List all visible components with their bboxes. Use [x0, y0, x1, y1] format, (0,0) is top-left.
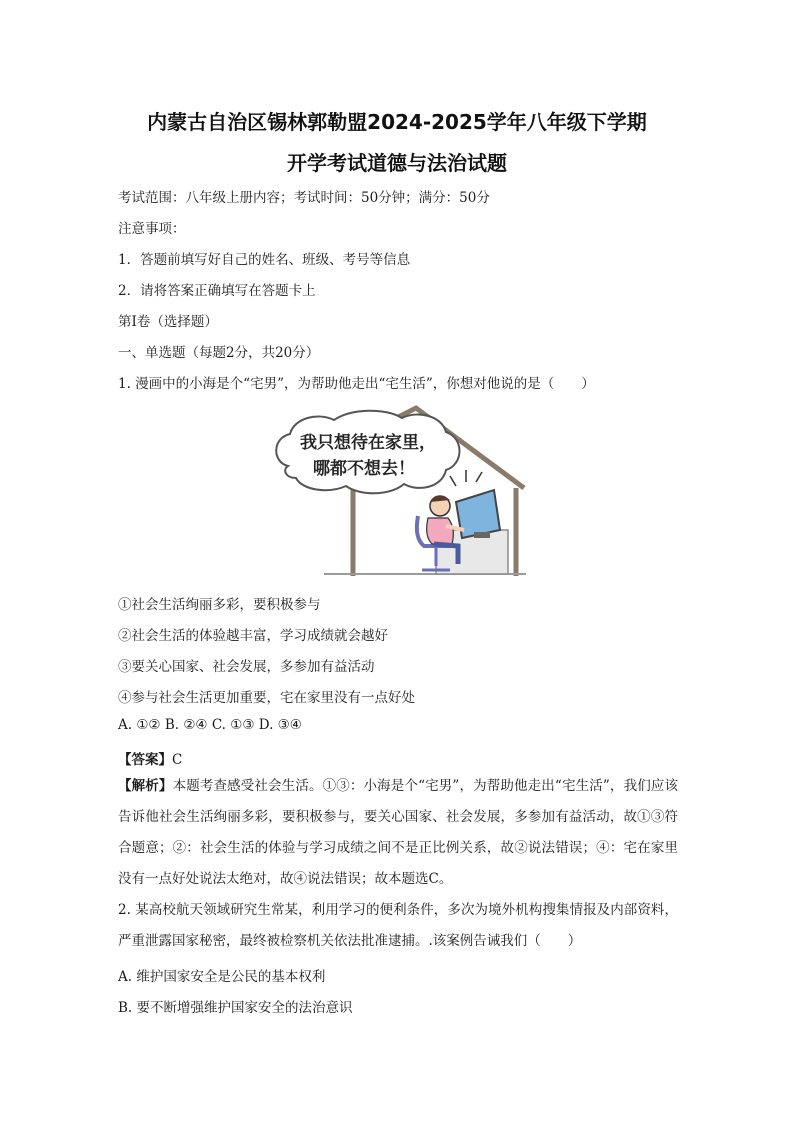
monitor-stand	[474, 532, 490, 538]
q1-analysis	[118, 771, 678, 895]
bubble-text-2: 哪都不想去！	[313, 459, 415, 479]
title-line-1: 内蒙古自治区锡林郭勒盟2024-2025学年八年级下学期	[147, 110, 647, 134]
answer-label: 【答案】	[118, 752, 172, 768]
q2-option-b: B. 要不断增强维护国家安全的法治意识	[118, 1000, 353, 1016]
q1-option-1: ①社会生活绚丽多彩，要积极参与	[118, 597, 321, 613]
cartoon-illustration	[268, 404, 526, 576]
exam-info: 考试范围：八年级上册内容；考试时间：50分钟；满分：50分	[118, 190, 490, 206]
title-line-2: 开学考试道德与法治试题	[287, 151, 507, 175]
q2-option-a: A. 维护国家安全是公民的基本权利	[118, 969, 326, 985]
q2-stem: 2. 某高校航天领域研究生常某，利用学习的便利条件，多次为境外机构搜集情报及内部资料，严重泄露国家秘密，最终被检察机关依法批准逮捕。.该案例告诫我们（ ）	[118, 902, 678, 949]
q1-stem: 1. 漫画中的小海是个“宅男”，为帮助他走出“宅生活”，你想对他说的是（ ）	[118, 376, 595, 392]
cartoon-svg	[268, 404, 526, 576]
notice-item-1: 1．答题前填写好自己的姓名、班级、考号等信息	[118, 252, 411, 268]
notice-title: 注意事项：	[118, 221, 186, 237]
answer-value: C	[172, 752, 183, 768]
emphasis-line	[476, 472, 482, 482]
person-body	[427, 518, 454, 544]
q1-option-3: ③要关心国家、社会发展，多参加有益活动	[118, 659, 375, 675]
notice-item-2: 2．请将答案正确填写在答题卡上	[118, 283, 316, 299]
part-title: 第I卷（选择题）	[118, 314, 218, 330]
q1-option-4: ④参与社会生活更加重要，宅在家里没有一点好处	[118, 690, 415, 706]
q1-answer	[118, 748, 182, 768]
emphasis-line	[450, 476, 456, 486]
analysis-text: 本题考查感受社会生活。①③：小海是个“宅男”，为帮助他走出“宅生活”，我们应该告诉他社会生活绚丽多彩，要积极参与，要关心国家、社会发展，多参加有益活动，故①③符合题意；②：社会生活的体验与学习成绩之间不是正比例关系，故②说法错误；④：宅在家里没有一点好处说法太绝对，故④说法错误；故本题选C。	[118, 778, 678, 887]
analysis-label: 【解析】	[118, 778, 173, 794]
bubble-text-1: 我只想待在家里，	[300, 433, 436, 453]
q1-option-2: ②社会生活的体验越丰富，学习成绩就会越好	[118, 628, 388, 644]
section-title: 一、单选题（每题2分，共20分）	[118, 345, 320, 361]
q1-choices: A. ①② B. ②④ C. ①③ D. ③④	[118, 717, 302, 733]
